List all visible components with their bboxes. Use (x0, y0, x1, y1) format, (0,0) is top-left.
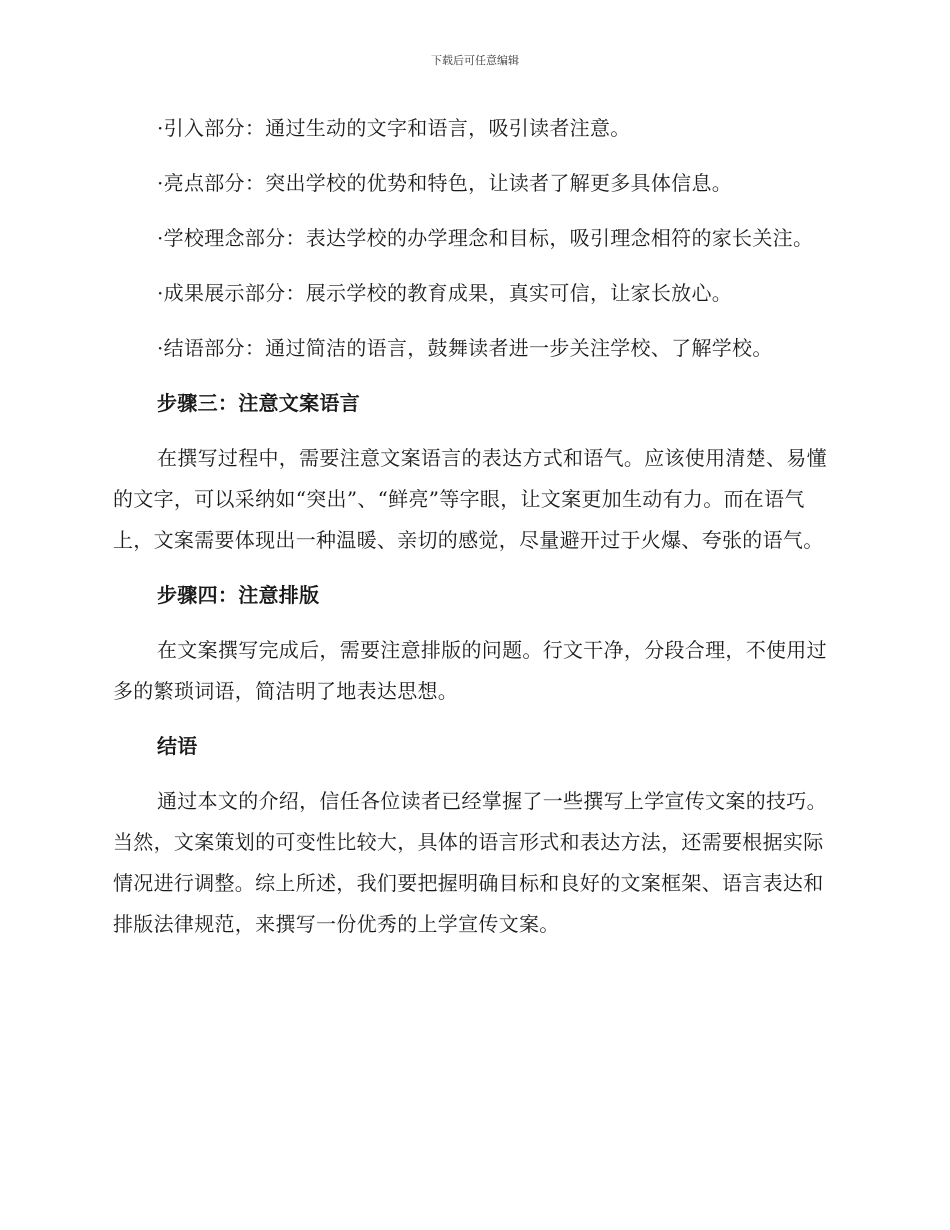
paragraph-layout: 在文案撰写完成后，需要注意排版的问题。行文干净，分段合理，不使用过多的繁琐词语，简洁明了地表达思想。 (113, 638, 827, 703)
paragraph-conclusion: 通过本文的介绍，信任各位读者已经掌握了一些撰写上学宣传文案的技巧。当然，文案策划的可变性比较大，具体的语言形式和表达方法，还需要根据实际情况进行调整。综上所述，我们要把握明确目标和良好的文案框架、语言表达和排版法律规范，来撰写一份优秀的上学宣传文案。 (113, 789, 827, 936)
bullet-intro: ·引入部分：通过生动的文字和语言，吸引读者注意。 (157, 116, 631, 140)
page-header: 下载后可任意编辑 (431, 54, 519, 67)
bullet-highlights: ·亮点部分：突出学校的优势和特色，让读者了解更多具体信息。 (157, 171, 733, 195)
bullet-conclusion: ·结语部分：通过简洁的语言，鼓舞读者进一步关注学校、了解学校。 (157, 336, 773, 360)
bullet-achievements: ·成果展示部分：展示学校的教育成果，真实可信，让家长放心。 (157, 281, 733, 305)
bullet-school-philosophy: ·学校理念部分：表达学校的办学理念和目标，吸引理念相符的家长关注。 (157, 226, 814, 250)
heading-conclusion: 结语 (157, 734, 198, 758)
document-body (113, 108, 835, 959)
heading-step-three: 步骤三：注意文案语言 (157, 391, 360, 415)
paragraph-language: 在撰写过程中，需要注意文案语言的表达方式和语气。应该使用清楚、易懂的文字，可以采纳如“突出”、“鲜亮”等字眼，让文案更加生动有力。而在语气上，文案需要体现出一种温暖、亲切的感觉，尽量避开过于火爆、夸张的语气。 (113, 446, 827, 552)
heading-step-four: 步骤四：注意排版 (157, 583, 320, 607)
